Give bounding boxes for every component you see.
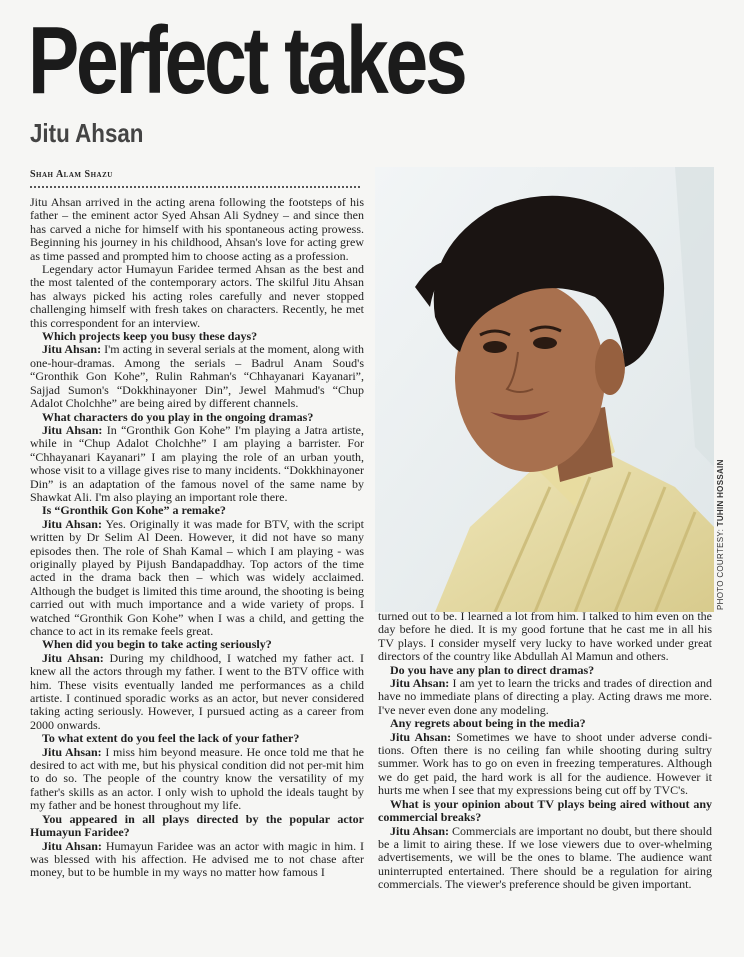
question: You appeared in all plays directed by the popular actor Humayun Faridee? — [30, 811, 364, 840]
answer — [30, 518, 364, 639]
answer-text: In “Gronthik Gon Kohe” I'm playing a Jatra artiste, while in “Chup Adalot Cholchhe” I am playing a barrister. For “Chhayanari Kayanari” I am playing the role of an urban youth, whose visit to a village gives rise to many incidents. “Dokkhinayoner Din” is an adaptation of the famous novel of the same name by Shawkat Ali. I'm also playing an important role there. — [30, 422, 365, 504]
portrait-photo — [375, 167, 714, 612]
photo-credit — [716, 410, 725, 610]
question: Do you have any plan to direct dramas? — [390, 662, 595, 677]
photo-credit-label: PHOTO COURTESY: — [716, 528, 725, 610]
intro-paragraph: Legendary actor Humayun Faridee termed Ahsan as the best and the most talented of the contemporary actors. The skilful Jitu Ahsan has always picked his acting roles carefully and never stopped challenging himself with fresh takes on characters. Recently, he met this correspondent for an interview. — [30, 262, 364, 330]
speaker-label: Jitu Ahsan: — [390, 729, 452, 744]
continuation-paragraph: turned out to be. I learned a lot from him. I talked to him even on the day before he died. It is my good fortune that he cast me in all his TV plays. I consider myself very lucky to have worked under great directors of the country like Abdullah Al Mamun and others. — [378, 609, 712, 664]
question: Is “Gronthik Gon Kohe” a remake? — [42, 503, 226, 518]
speaker-label: Jitu Ahsan: — [42, 650, 104, 665]
subheadline: Jitu Ahsan — [30, 118, 144, 148]
page-title: Perfect takes — [28, 7, 465, 114]
intro-paragraph: Jitu Ahsan arrived in the acting arena following the footsteps of his father – the eminent actor Syed Ahsan Ali Sydney – and since then has carved a niche for himself with his spontaneous acting prowess. Beginning his journey in his childhood, Ahsan's love for acting grew as time passed and prompted him to choose acting as a profession. — [30, 195, 364, 263]
speaker-label: Jitu Ahsan: — [42, 744, 102, 759]
portrait-illustration — [375, 167, 714, 612]
speaker-label: Jitu Ahsan: — [42, 422, 103, 437]
question: What characters do you play in the ongoing dramas? — [42, 409, 314, 424]
answer — [30, 652, 364, 732]
answer-text: Sometimes we have to shoot under adverse condi-tions. Often there is no ceiling fan while shooting during sultry summer. Work has to go on even in freezing temperatures. Although we do get paid, the hard work is all for the audience. However it hurts me when I see that my expressions being cut off by TVC's. — [378, 729, 713, 798]
answer — [30, 746, 364, 813]
answer — [30, 424, 364, 504]
answer-text: Commercials are important no doubt, but there should be a limit to airing these. If we lose viewers due to over-whelming advertisements, we will be the ones to blame. The audience want uninterrupted entertained. There should be a regulation for airing commercials. The viewer's preference should be given important. — [378, 823, 713, 892]
speaker-label: Jitu Ahsan: — [42, 342, 102, 357]
answer-text: I am yet to learn the tricks and trades of direction and have no immediate plans of directing a play. Acting draws me more. I've never even done any modeling. — [378, 676, 713, 717]
answer-text: Humayun Faridee was an actor with magic in him. I was blessed with his affection. He advised me to not chase after money, but to be humble in my ways no matter how famous I — [30, 838, 364, 880]
question: Which projects keep you busy these days? — [42, 329, 258, 344]
speaker-label: Jitu Ahsan: — [390, 823, 450, 838]
answer — [378, 731, 712, 798]
question: When did you begin to take acting seriously? — [42, 637, 272, 652]
answer-text: During my childhood, I watched my father act. I knew all the actors through my father. I went to the BTV office with him. These visits eventually landed me performances as a child artiste. I continued sporadic works as an actor, but never considered taking acting seriously. However, I pursued acting as a career from 2000 onwards. — [30, 650, 365, 732]
answer — [378, 825, 712, 892]
answer — [30, 840, 364, 880]
article-column-left — [30, 196, 364, 880]
speaker-label: Jitu Ahsan: — [390, 676, 450, 691]
answer-text: Yes. Originally it was made for BTV, with the script written by Dr Selim Al Deen. However, it did not have so many episodes then. The role of Shah Kamal – which I am playing - was originally played by Pijush Bandapaddhay. Top actors of the time acted in the drama back then – which was widely acclaimed. Although the budget is limited this time around, the shooting is being carried out with much importance and a wide variety of props. I watched “Gronthik Gon Kohe” when I was a child, and getting the chance to act in its remake feels great. — [30, 516, 364, 638]
dotted-divider — [30, 186, 360, 188]
answer — [30, 343, 364, 410]
answer-text: I'm acting in several serials at the moment, along with one-hour-dramas. Among the serials – Badrul Anam Soud's “Gronthik Gon Kohe”, Rulin Rahman's “Chhayanari Kayanari”, Sajjad Sumon's “Dokkhinayoner Din”, Jewel Mahmud's “Chup Adalot Cholchhe” are being aired by different channels. — [30, 342, 364, 411]
answer-text: I miss him beyond measure. He once told me that he desired to act with me, but his physical condition did not per-mit him to do so. The people of the country know the versatility of my father's skills as an actor. I only wish to uphold the ideals taught by my father and be honest throughout my life. — [30, 744, 364, 813]
ear-shape — [595, 339, 625, 395]
byline: Shah Alam Shazu — [30, 169, 113, 180]
speaker-label: Jitu Ahsan: — [42, 516, 102, 531]
article-column-right — [378, 610, 712, 892]
question: Any regrets about being in the media? — [390, 716, 586, 731]
speaker-label: Jitu Ahsan: — [42, 838, 102, 853]
question: What is your opinion about TV plays being aired without any commercial breaks? — [378, 796, 712, 825]
photo-credit-name: TUHIN HOSSAIN — [716, 459, 725, 527]
answer — [378, 677, 712, 717]
question: To what extent do you feel the lack of your father? — [42, 731, 300, 746]
